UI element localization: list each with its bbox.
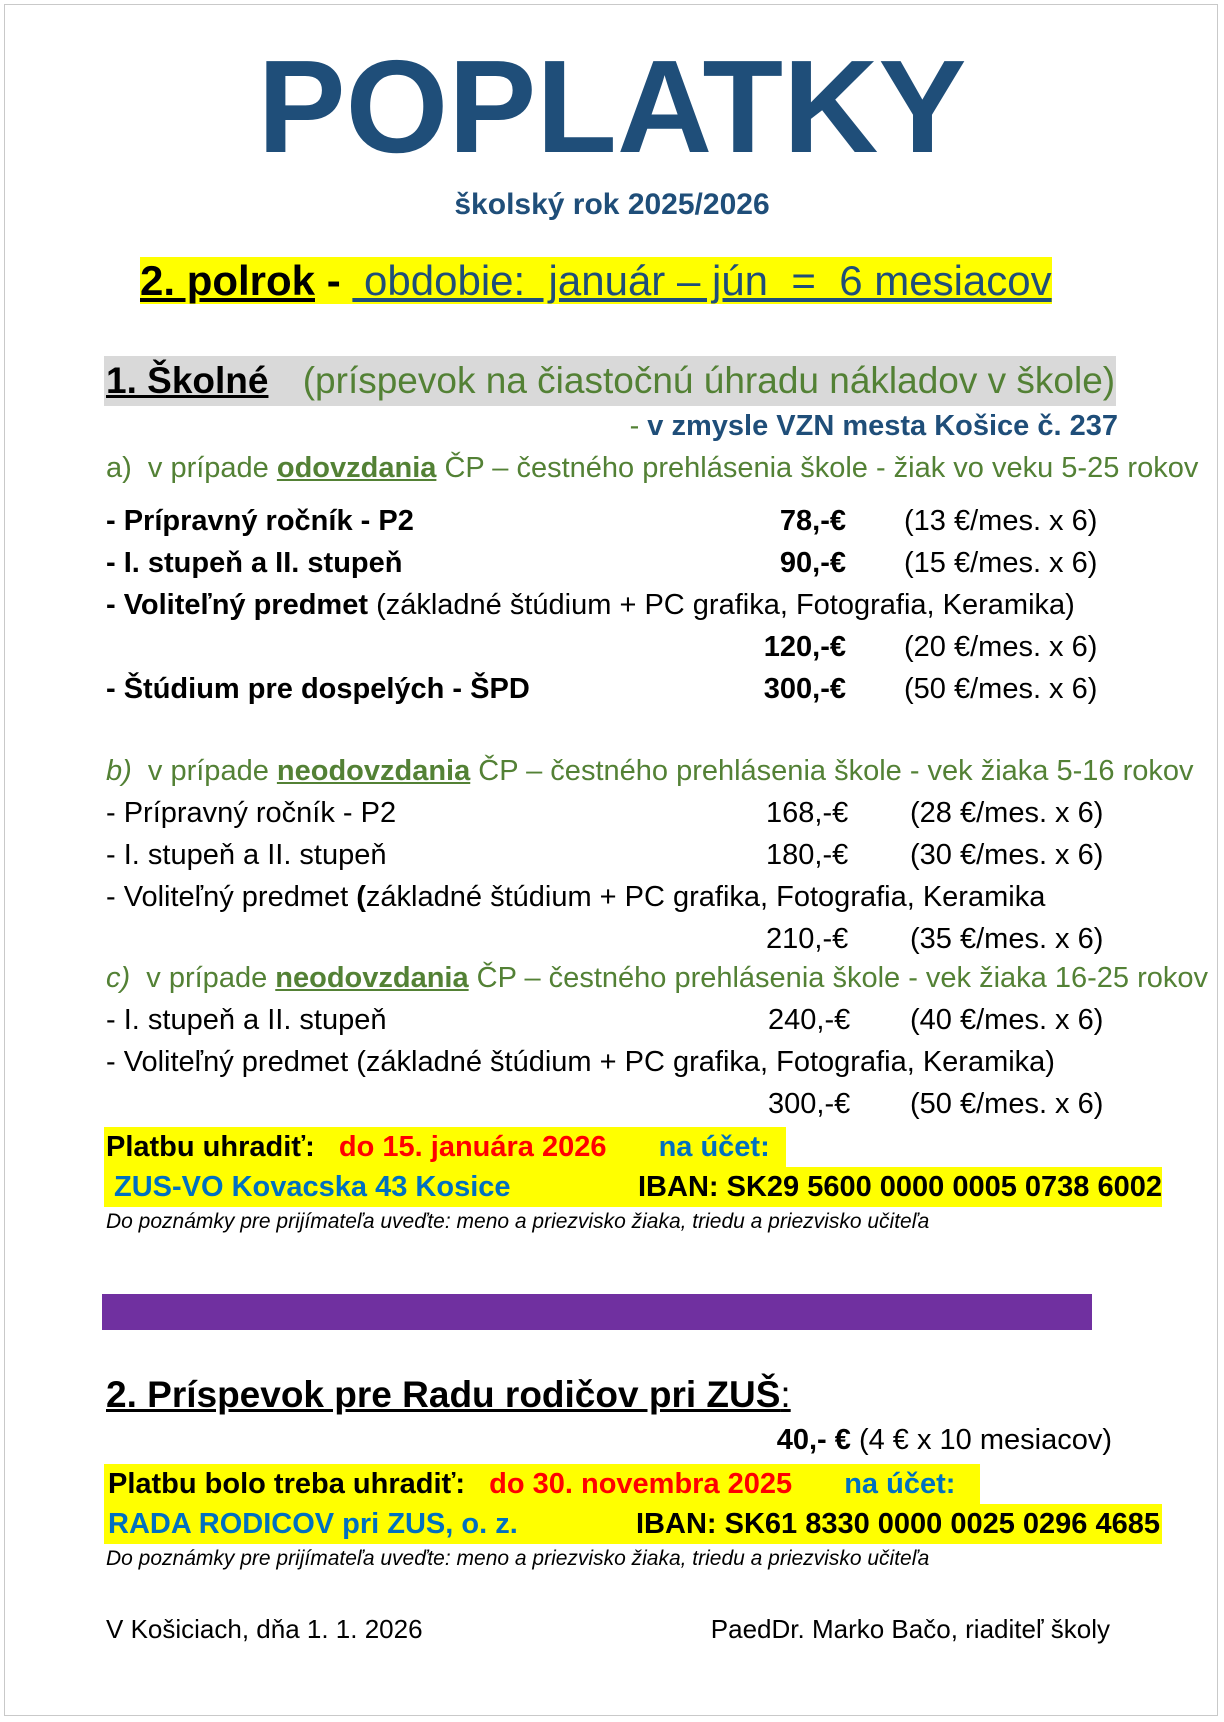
payment1-note: Do poznámky pre prijímateľa uveďte: meno a priezvisko žiaka, triedu a priezvisko učiteľa — [106, 1210, 930, 1233]
a-row-3-price: 120,-€ — [763, 631, 846, 663]
c-row-2-note: (50 €/mes. x 6) — [910, 1088, 1104, 1120]
condition-b — [106, 755, 1194, 788]
a-row-4-price: 300,-€ — [763, 673, 846, 705]
semester-dash: - — [315, 257, 353, 304]
section1-title-row — [106, 358, 1115, 404]
condition-a-suffix: ČP – čestného prehlásenia škole - žiak vo veku 5-25 rokov — [436, 452, 1199, 484]
a-row-2-price: 90,-€ — [779, 547, 846, 579]
payment1-iban: IBAN: SK29 5600 0000 0005 0738 6002 — [638, 1171, 1162, 1203]
semester-period: obdobie: január – jún = 6 mesiacov — [352, 257, 1052, 304]
b-row-3-price: 210,-€ — [766, 923, 849, 955]
school-year: školský rok 2025/2026 — [454, 188, 770, 221]
payment2-deadline: do 30. novembra 2025 — [489, 1468, 793, 1500]
semester-label: 2. polrok — [140, 257, 316, 304]
c-row-1-note: (40 €/mes. x 6) — [910, 1004, 1104, 1036]
a-row-3-label-rest: (základné štúdium + PC grafika, Fotografia, Keramika) — [368, 589, 1075, 621]
condition-c-prefix: v prípade — [130, 962, 276, 994]
section1-subtitle: (príspevok na čiastočnú úhradu nákladov v škole) — [302, 360, 1116, 401]
condition-c-suffix: ČP – čestného prehlásenia škole - vek žiaka 16-25 rokov — [468, 962, 1208, 994]
a-row-4-note: (50 €/mes. x 6) — [904, 673, 1098, 705]
a-row-3-label-bold: - Voliteľný predmet — [106, 589, 369, 621]
vzn-dash: - — [629, 410, 648, 442]
payment1-account-name: ZUS-VO Kovacska 43 Kosice — [114, 1171, 511, 1203]
section2-amount-row — [777, 1424, 1112, 1457]
payment2-note: Do poznámky pre prijímateľa uveďte: meno a priezvisko žiaka, triedu a priezvisko učiteľa — [106, 1547, 930, 1570]
condition-b-suffix: ČP – čestného prehlásenia škole - vek žiaka 5-16 rokov — [470, 755, 1194, 787]
b-row-2-price: 180,-€ — [766, 839, 849, 871]
b-row-1-label: - Prípravný ročník - P2 — [106, 797, 397, 829]
b-row-1-price: 168,-€ — [766, 797, 849, 829]
section2-amount-note: (4 € x 10 mesiacov) — [850, 1424, 1112, 1456]
section2-colon: : — [780, 1374, 791, 1415]
a-row-3-label — [106, 589, 1075, 622]
condition-c-letter: c) — [106, 962, 131, 994]
b-row-3-note: (35 €/mes. x 6) — [910, 923, 1104, 955]
condition-a — [106, 452, 1198, 485]
section-divider — [102, 1294, 1092, 1330]
payment1-label: Platbu uhradiť: — [106, 1131, 315, 1163]
condition-a-key: odovzdania — [276, 452, 437, 484]
page-title: POPLATKY — [257, 33, 967, 180]
section2-title-row — [106, 1372, 791, 1418]
b-row-3-label-c: základné štúdium + PC grafika, Fotografia, Keramika — [365, 881, 1046, 913]
payment2-account-name: RADA RODICOV pri ZUS, o. z. — [108, 1508, 518, 1540]
a-row-3-note: (20 €/mes. x 6) — [904, 631, 1098, 663]
section2-amount: 40,- € — [776, 1424, 851, 1456]
condition-b-letter: b) — [106, 755, 132, 787]
a-row-2-label: - I. stupeň a II. stupeň — [106, 547, 403, 579]
payment2-label: Platbu bolo treba uhradiť: — [108, 1468, 466, 1500]
condition-a-prefix: a) v prípade — [106, 452, 277, 484]
payment1-account-label: na účet: — [658, 1131, 770, 1163]
condition-b-prefix: v prípade — [131, 755, 277, 787]
c-row-2-label: - Voliteľný predmet (základné štúdium + PC grafika, Fotografia, Keramika) — [106, 1046, 1055, 1078]
b-row-1-note: (28 €/mes. x 6) — [910, 797, 1104, 829]
c-row-1-label: - I. stupeň a II. stupeň — [106, 1004, 387, 1036]
c-row-1-price: 240,-€ — [768, 1004, 851, 1036]
payment2-iban: IBAN: SK61 8330 0000 0025 0296 4685 — [636, 1508, 1160, 1540]
b-row-3-label-a: - Voliteľný predmet — [106, 881, 357, 913]
b-row-3-label — [106, 881, 1045, 914]
condition-b-key: neodovzdania — [276, 755, 471, 787]
a-row-1-label: - Prípravný ročník - P2 — [106, 505, 414, 537]
condition-c-key: neodovzdania — [275, 962, 469, 994]
a-row-4-label: - Štúdium pre dospelých - ŠPD — [106, 673, 530, 705]
c-row-2-price: 300,-€ — [768, 1088, 851, 1120]
b-row-3-label-paren: ( — [356, 881, 366, 913]
condition-c — [106, 962, 1208, 995]
payment2-account-label: na účet: — [844, 1468, 956, 1500]
vzn-text: v zmysle VZN mesta Košice č. 237 — [647, 410, 1118, 442]
semester-banner — [140, 255, 1052, 307]
section2-title: 2. Príspevok pre Radu rodičov pri ZUŠ — [106, 1374, 781, 1415]
b-row-2-note: (30 €/mes. x 6) — [910, 839, 1104, 871]
b-row-2-label: - I. stupeň a II. stupeň — [106, 839, 387, 871]
a-row-1-price: 78,-€ — [779, 505, 846, 537]
signature: PaedDr. Marko Bačo, riaditeľ školy — [710, 1614, 1110, 1644]
place-date: V Košiciach, dňa 1. 1. 2026 — [106, 1614, 423, 1644]
payment2-line — [104, 1464, 980, 1504]
a-row-1-note: (13 €/mes. x 6) — [904, 505, 1098, 537]
section1-title: 1. Školné — [106, 360, 269, 401]
vzn-line — [630, 410, 1118, 443]
payment1-line — [104, 1127, 786, 1167]
payment1-deadline: do 15. januára 2026 — [338, 1131, 607, 1163]
a-row-2-note: (15 €/mes. x 6) — [904, 547, 1098, 579]
